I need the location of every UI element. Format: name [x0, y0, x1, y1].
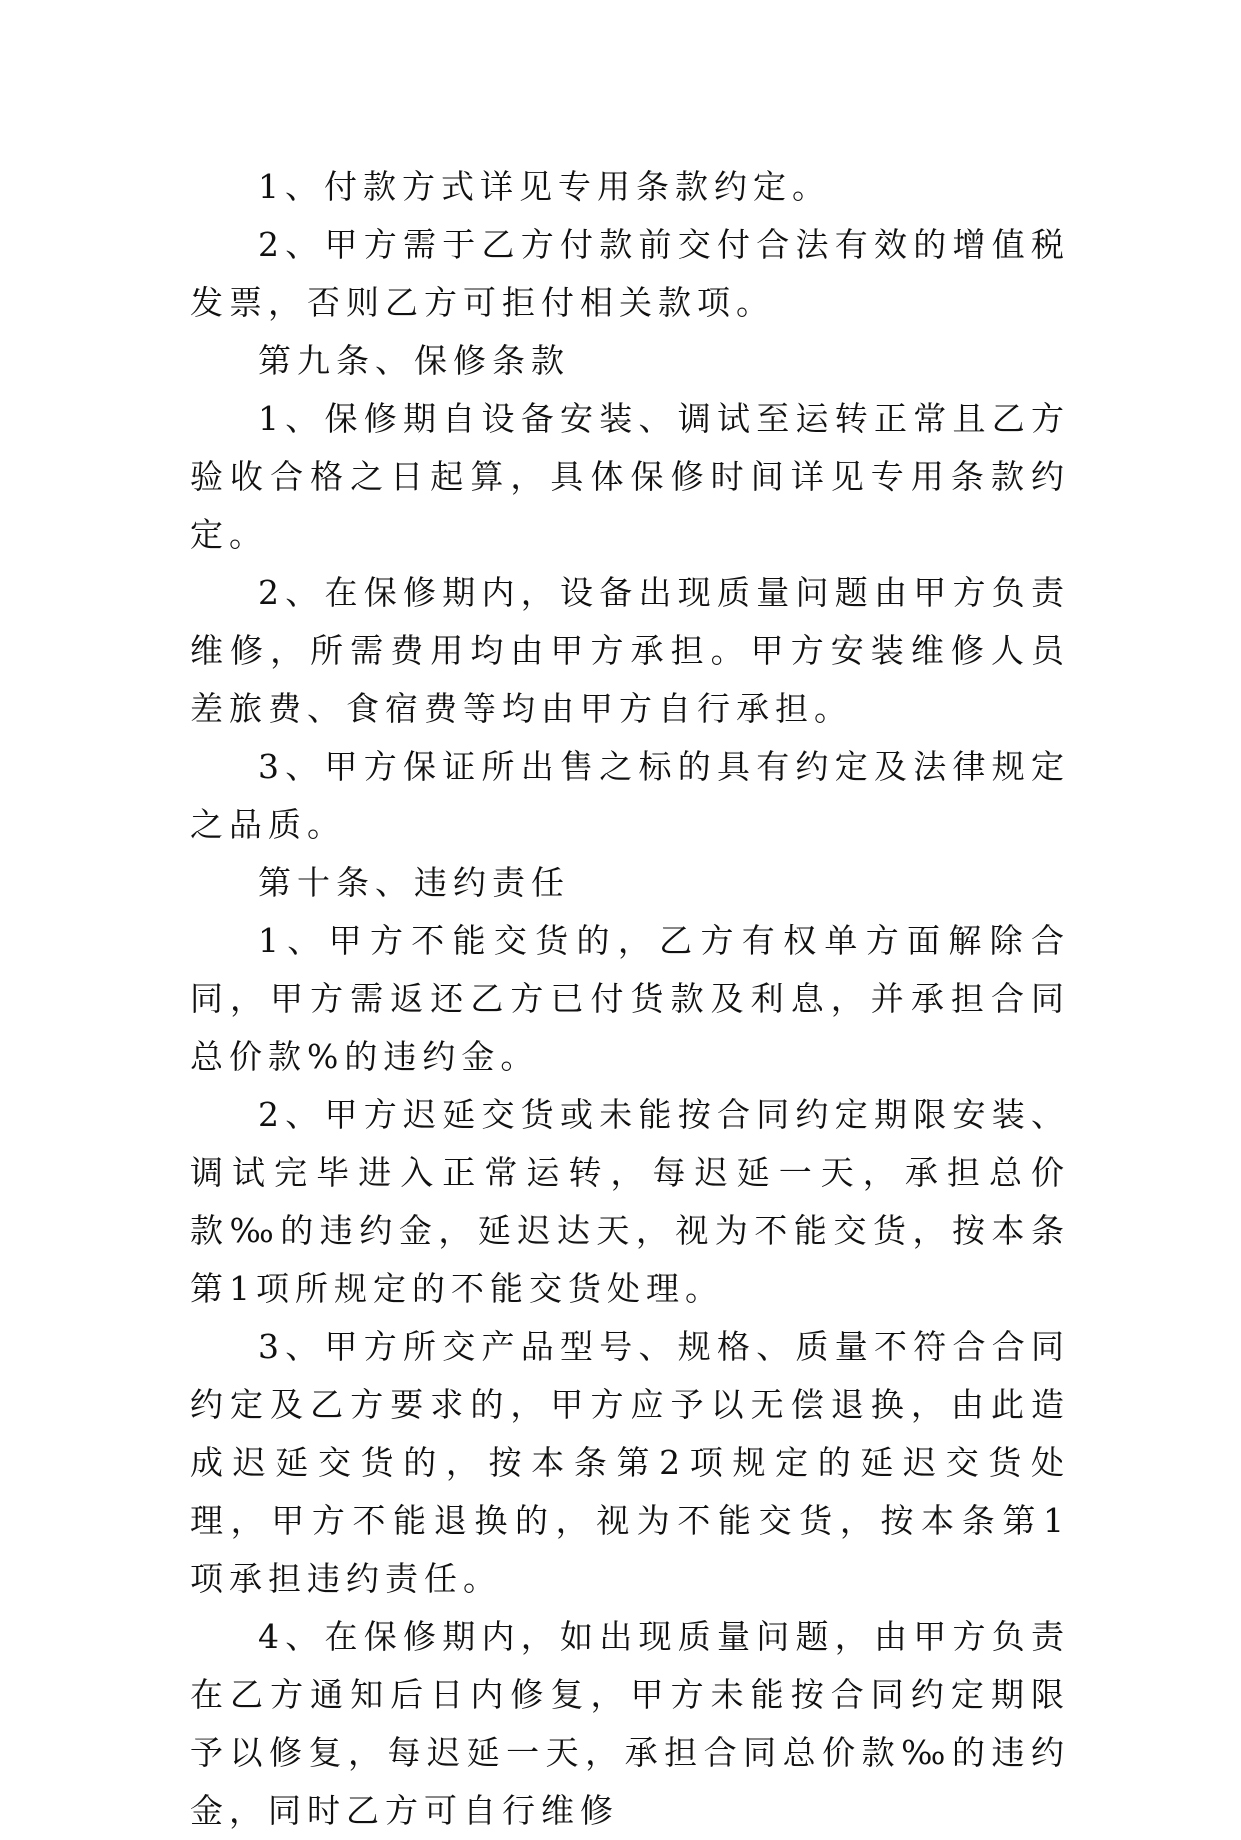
paragraph-non-delivery: 1、甲方不能交货的，乙方有权单方面解除合同，甲方需返还乙方已付货款及利息，并承担合同总价款%的违约金。: [190, 921, 1070, 1076]
section-heading-warranty: 第九条、保修条款: [258, 341, 570, 380]
paragraph-quality-guarantee: 3、甲方保证所出售之标的具有约定及法律规定之品质。: [190, 747, 1070, 844]
paragraph-invoice: 2、甲方需于乙方付款前交付合法有效的增值税发票，否则乙方可拒付相关款项。: [190, 225, 1070, 322]
paragraph-nonconforming-goods: 3、甲方所交产品型号、规格、质量不符合合同约定及乙方要求的，甲方应予以无偿退换，由此造成迟延交货的，按本条第2项规定的延迟交货处理，甲方不能退换的，视为不能交货，按本条第1项承担违约责任。: [190, 1327, 1070, 1598]
paragraph-warranty-repair-delay: 4、在保修期内，如出现质量问题，由甲方负责在乙方通知后日内修复，甲方未能按合同约定期限予以修复，每迟延一天，承担合同总价款‰的违约金，同时乙方可自行维修: [190, 1617, 1070, 1830]
paragraph-warranty-period: 1、保修期自设备安装、调试至运转正常且乙方验收合格之日起算，具体保修时间详见专用条款约定。: [190, 399, 1070, 554]
paragraph-warranty-repair: 2、在保修期内，设备出现质量问题由甲方负责维修，所需费用均由甲方承担。甲方安装维修人员差旅费、食宿费等均由甲方自行承担。: [190, 573, 1070, 728]
paragraph-late-delivery: 2、甲方迟延交货或未能按合同约定期限安装、调试完毕进入正常运转，每迟延一天，承担总价款‰的违约金，延迟达天，视为不能交货，按本条第1项所规定的不能交货处理。: [190, 1095, 1070, 1308]
paragraph-payment-method: 1、付款方式详见专用条款约定。: [258, 167, 831, 206]
contract-body: [190, 158, 1070, 1840]
section-heading-liability: 第十条、违约责任: [258, 863, 570, 902]
